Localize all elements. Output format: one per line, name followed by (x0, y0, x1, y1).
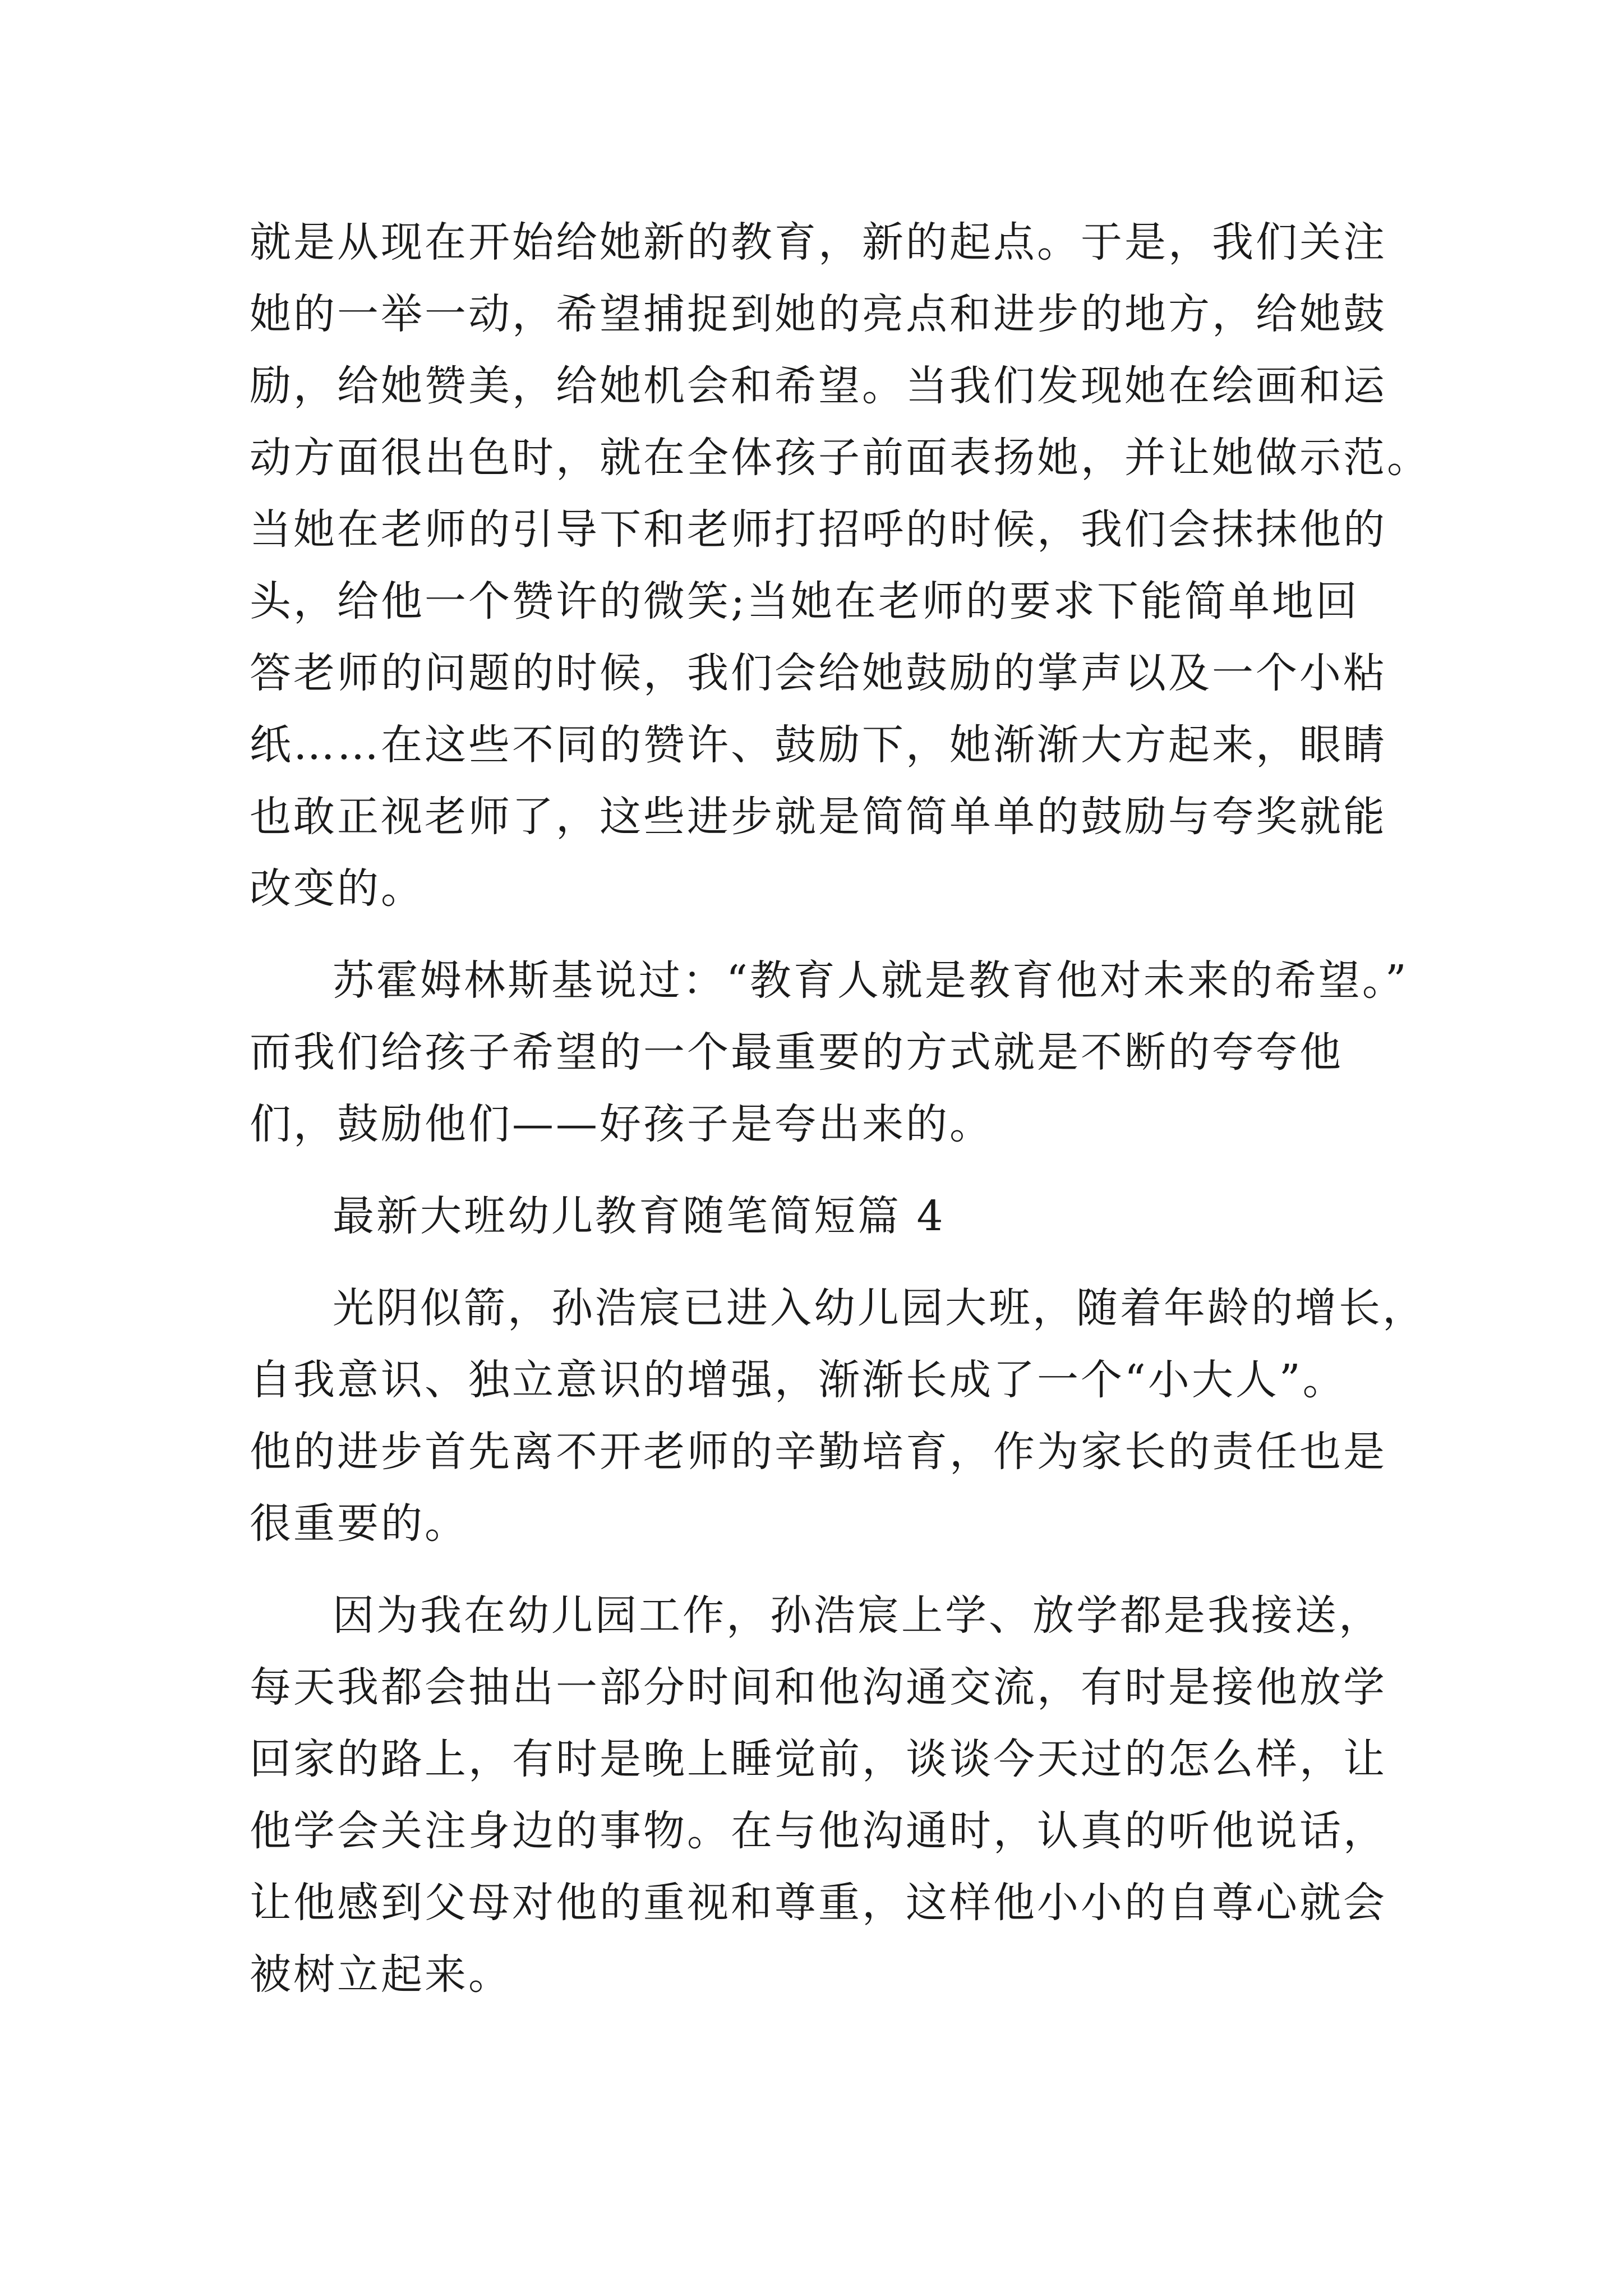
paragraph-start-line: 因为我在幼儿园工作，孙浩宸上学、放学都是我接送， (333, 1591, 1382, 1640)
document-body (250, 206, 1431, 2010)
text-line: 回家的路上，有时是晚上睡觉前，谈谈今天过的怎么样，让 (250, 1735, 1387, 1783)
text-line: 他的进步首先离不开老师的辛勤培育，作为家长的责任也是 (250, 1428, 1387, 1476)
paragraph-start-line: 苏霍姆林斯基说过：“教育人就是教育他对未来的希望。” (333, 956, 1409, 1005)
text-line: 让他感到父母对他的重视和尊重，这样他小小的自尊心就会 (250, 1879, 1387, 1927)
text-line: 动方面很出色时，就在全体孩子前面表扬她，并让她做示范。 (250, 434, 1431, 482)
text-line: 自我意识、独立意识的增强，渐渐长成了一个“小大人”。 (250, 1356, 1347, 1404)
text-line: 头，给他一个赞许的微笑;当她在老师的要求下能简单地回 (250, 577, 1359, 625)
paragraph-start-line: 光阴似箭，孙浩宸已进入幼儿园大班，随着年龄的增长， (333, 1284, 1426, 1332)
text-line: 很重要的。 (250, 1499, 468, 1548)
text-line: 也敢正视老师了，这些进步就是简简单单的鼓励与夸奖就能 (250, 793, 1387, 841)
text-line: 纸……在这些不同的赞许、鼓励下，她渐渐大方起来，眼睛 (250, 721, 1387, 769)
section-heading: 最新大班幼儿教育随笔简短篇 4 (333, 1192, 946, 1240)
text-line: 被树立起来。 (250, 1950, 512, 1999)
text-line: 他学会关注身边的事物。在与他沟通时，认真的听他说话， (250, 1807, 1387, 1855)
text-line: 们，鼓励他们——好孩子是夸出来的。 (250, 1100, 993, 1148)
text-line: 她的一举一动，希望捕捉到她的亮点和进步的地方，给她鼓 (250, 290, 1387, 338)
text-line: 改变的。 (250, 864, 425, 913)
text-line: 而我们给孩子希望的一个最重要的方式就是不断的夸夸他 (250, 1028, 1343, 1076)
text-line: 每天我都会抽出一部分时间和他沟通交流，有时是接他放学 (250, 1663, 1387, 1711)
text-line: 就是从现在开始给她新的教育，新的起点。于是，我们关注 (250, 218, 1387, 266)
text-line: 当她在老师的引导下和老师打招呼的时候，我们会抹抹他的 (250, 505, 1387, 554)
text-line: 励，给她赞美，给她机会和希望。当我们发现她在绘画和运 (250, 362, 1387, 410)
text-line: 答老师的问题的时候，我们会给她鼓励的掌声以及一个小粘 (250, 649, 1387, 697)
